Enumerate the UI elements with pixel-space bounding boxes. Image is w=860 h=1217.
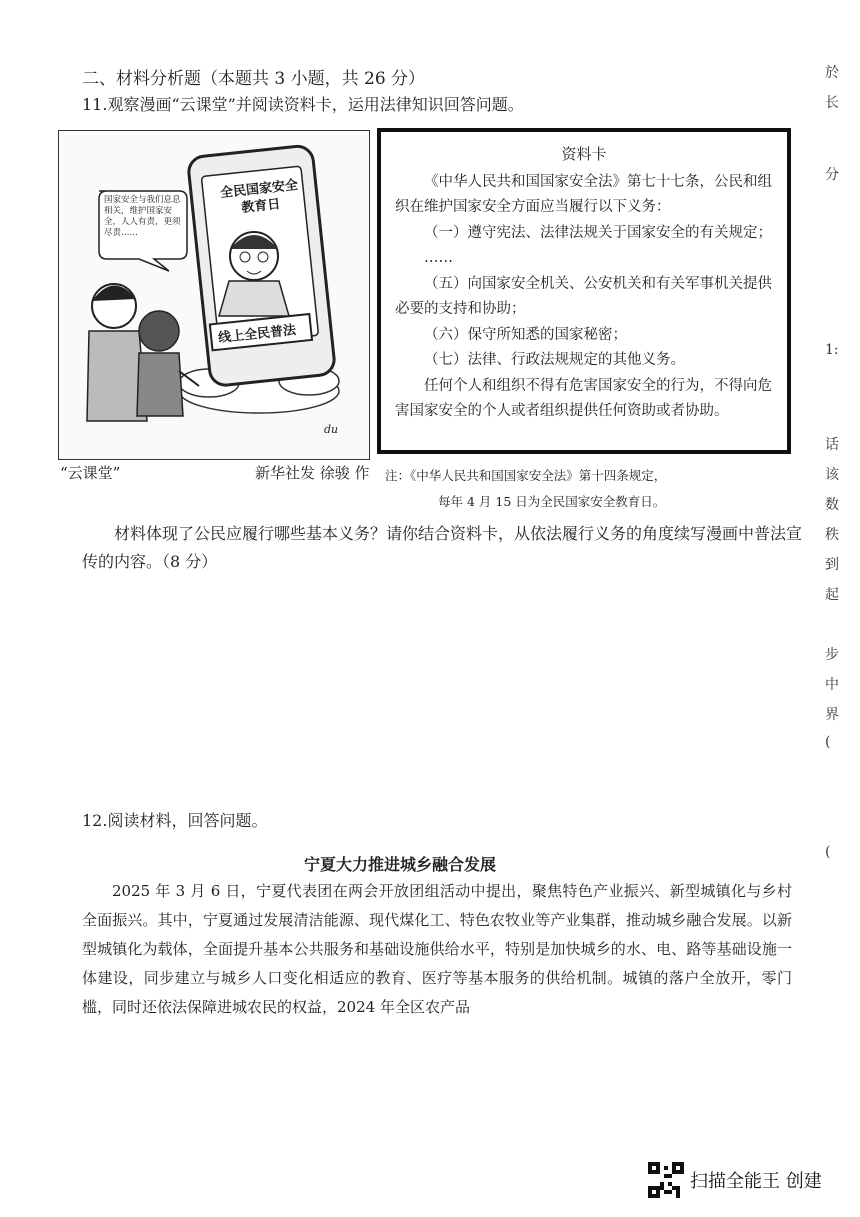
cartoon-credit: 新华社发 徐骏 作 (255, 464, 370, 482)
qr-code-icon (648, 1162, 684, 1198)
section-title: 二、材料分析题（本题共 3 小题，共 26 分） (82, 69, 426, 89)
screen-banner: 线上全民普法 (217, 322, 297, 347)
scanner-watermark (648, 1162, 822, 1198)
edge-char: 分 (825, 167, 839, 183)
edge-char: 秩 (825, 527, 839, 543)
card-line: （六）保守所知悉的国家秘密； (424, 326, 627, 343)
info-card (377, 128, 791, 454)
edge-char: 1: (825, 342, 839, 358)
card-line: （一）遵守宪法、法律法规关于国家安全的有关规定； (424, 224, 772, 241)
q11-prompt: 11.观察漫画“云课堂”并阅读资料卡，运用法律知识回答问题。 (82, 95, 524, 114)
card-note-line-2: 每年 4 月 15 日为全民国家安全教育日。 (438, 494, 666, 509)
card-note-line-1: 注：《中华人民共和国国家安全法》第十四条规定， (385, 468, 667, 483)
edge-char: 数 (825, 497, 839, 513)
edge-char: 起 (825, 587, 839, 603)
q11-question: 材料体现了公民应履行哪些基本义务？请你结合资料卡，从依法履行义务的角度续写漫画中普法宣传的内容。（8 分） (82, 524, 803, 571)
card-line: （五）向国家安全机关、公安机关和有关军事机关提供必要的支持和协助； (395, 275, 772, 317)
edge-char: 长 (825, 95, 839, 111)
cartoon-illustration (58, 130, 370, 460)
edge-char: 该 (825, 467, 839, 483)
edge-char: 界 (825, 707, 839, 723)
card-line: …… (424, 250, 453, 266)
material-body (82, 877, 792, 1022)
info-card-title: 资料卡 (561, 145, 607, 163)
edge-char: 中 (825, 677, 839, 693)
card-line: 任何个人和组织不得有危害国家安全的行为，不得向危害国家安全的个人或者组织提供任何资助或者协助。 (395, 377, 772, 419)
artist-signature: du (324, 423, 339, 436)
cartoon-caption: “云课堂” (60, 464, 121, 482)
edge-char: 於 (825, 65, 839, 81)
card-line: （七）法律、行政法规规定的其他义务。 (424, 352, 685, 368)
scanner-app-name: 扫描全能王 创建 (690, 1171, 822, 1192)
edge-char: ( (825, 844, 831, 860)
cartoon-drawing (59, 131, 369, 459)
edge-char: 到 (825, 557, 839, 573)
material-title: 宁夏大力推进城乡融合发展 (303, 855, 496, 874)
speech-bubble-text: 国家安全与我们息息相关，维护国家安全，人人有责，更须尽责…… (104, 195, 181, 238)
edge-char: ( (825, 734, 831, 750)
screen-heading: 全民国家安全教育日 (219, 178, 299, 216)
card-line: 《中华人民共和国国家安全法》第七十七条，公民和组织在维护国家安全方面应当履行以下义务： (395, 173, 772, 215)
q12-prompt: 12.阅读材料，回答问题。 (82, 811, 268, 830)
edge-char: 话 (825, 437, 839, 453)
material-paragraph: 2025 年 3 月 6 日，宁夏代表团在两会开放团组活动中提出，聚焦特色产业振兴、新型城镇化与乡村全面振兴。其中，宁夏通过发展清洁能源、现代煤化工、特色农牧业等产业集群，推动城乡融合发展。以新型城镇化为载体，全面提升基本公共服务和基础设施供给水平，特别是加快城乡的水、电、路等基础设施一体建设，同步建立与城乡人口变化相适应的教育、医疗等基本服务的供给机制。城镇的落户全放开，零门槛，同时还依法保障进城农民的权益，2024 年全区农产品 (82, 882, 792, 1016)
edge-char: 步 (825, 647, 839, 663)
